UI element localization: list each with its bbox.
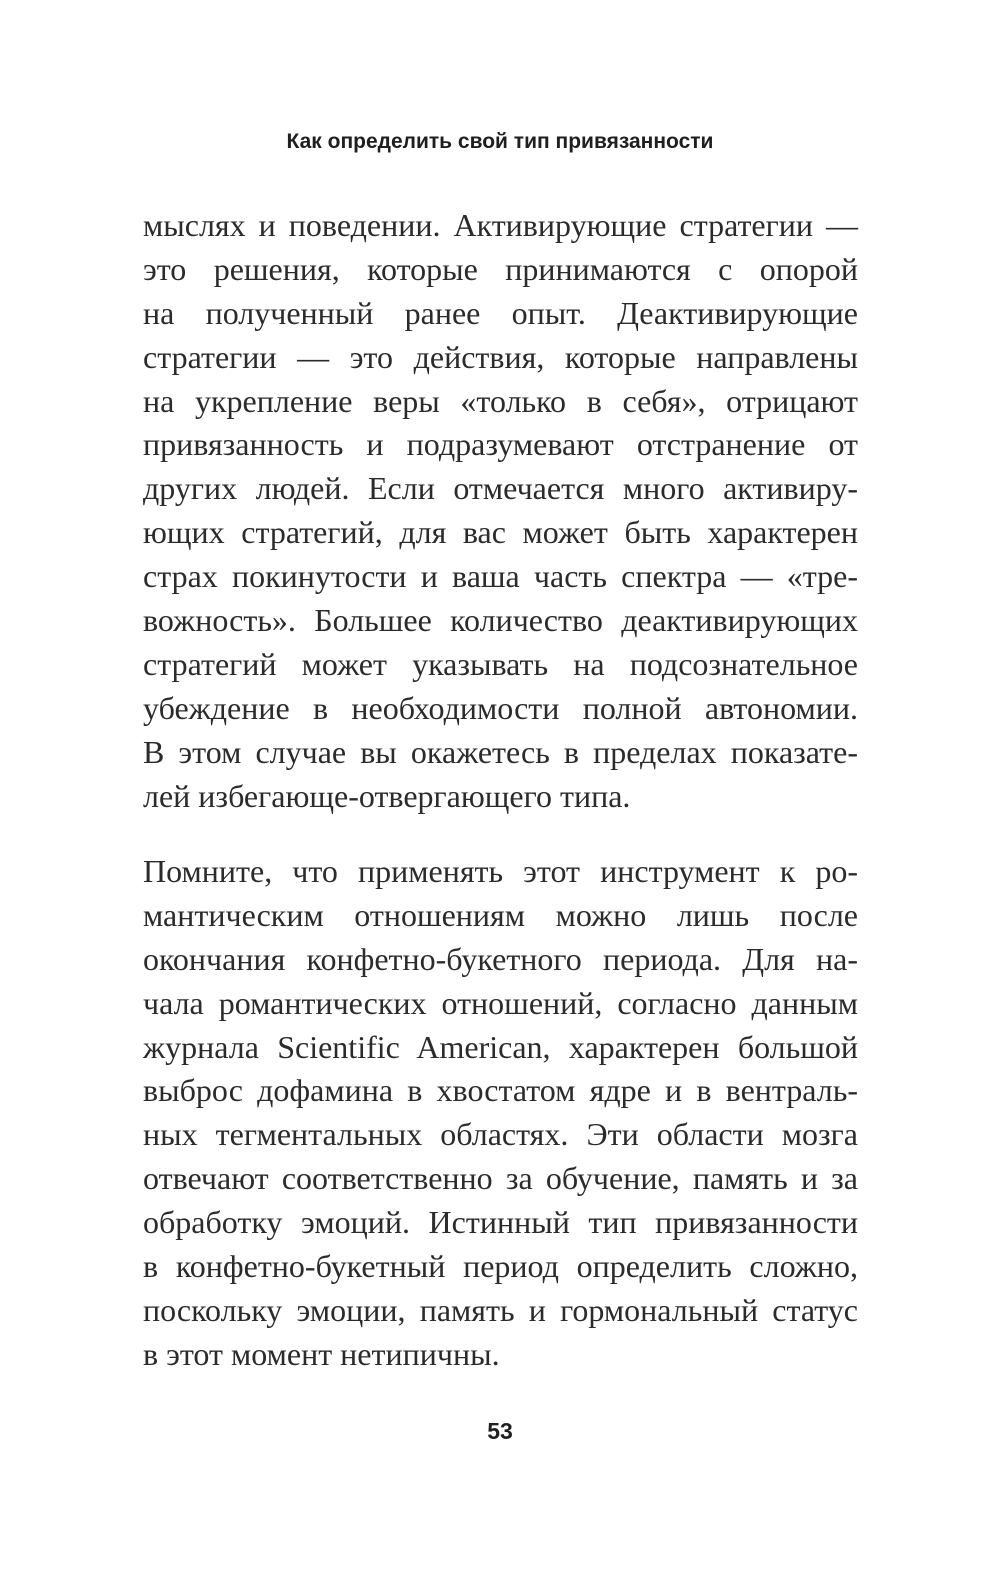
text-line: отвечают соответственно за обучение, память и за	[143, 1160, 858, 1197]
text-line: лей избегающе-отвергающего типа.	[143, 777, 631, 814]
page-number: 53	[487, 1418, 513, 1444]
paragraph-2	[143, 850, 858, 1377]
text-line: на полученный ранее опыт. Деактивирующие	[143, 294, 858, 331]
text-line: В этом случае вы окажетесь в пределах показате-	[143, 733, 858, 770]
text-line: страх покинутости и ваша часть спектра — «тре-	[143, 558, 858, 595]
text-line: в этот момент нетипичны.	[143, 1335, 500, 1372]
text-line: журнала Scientific American, характерен большой	[143, 1028, 858, 1065]
text-line: Помните, что применять этот инструмент к ро-	[143, 853, 858, 889]
text-line: выброс дофамина в хвостатом ядре и в вентраль-	[143, 1072, 858, 1109]
text-line: ющих стратегий, для вас может быть характерен	[143, 514, 858, 551]
text-line: на укрепление веры «только в себя», отрицают	[143, 382, 858, 419]
text-line: мантическим отношениям можно лишь после	[143, 896, 858, 933]
text-line: это решения, которые принимаются с опорой	[143, 250, 858, 287]
text-line: окончания конфетно-букетного периода. Для на-	[143, 940, 858, 977]
text-line: стратегий может указывать на подсознательное	[143, 645, 858, 682]
text-line: в конфетно-букетный период определить сложно,	[143, 1248, 858, 1285]
text-line: других людей. Если отмечается много активиру-	[143, 470, 858, 507]
text-line: стратегии — это действия, которые направлены	[143, 338, 858, 375]
text-line: вожность». Большее количество деактивирующих	[143, 602, 858, 639]
paragraph-1	[143, 204, 858, 818]
page-header: Как определить свой тип привязанности	[286, 130, 714, 153]
text-line: обработку эмоций. Истинный тип привязанности	[143, 1204, 858, 1241]
text-line: чала романтических отношений, согласно данным	[143, 984, 858, 1021]
text-line: поскольку эмоции, память и гормональный статус	[143, 1291, 858, 1328]
text-line: мыслях и поведении. Активирующие стратегии —	[143, 207, 858, 243]
text-line: привязанность и подразумевают отстранение от	[143, 426, 858, 463]
text-line: убеждение в необходимости полной автономии.	[143, 689, 858, 726]
text-line: ных тегментальных областях. Эти области мозга	[143, 1116, 858, 1153]
